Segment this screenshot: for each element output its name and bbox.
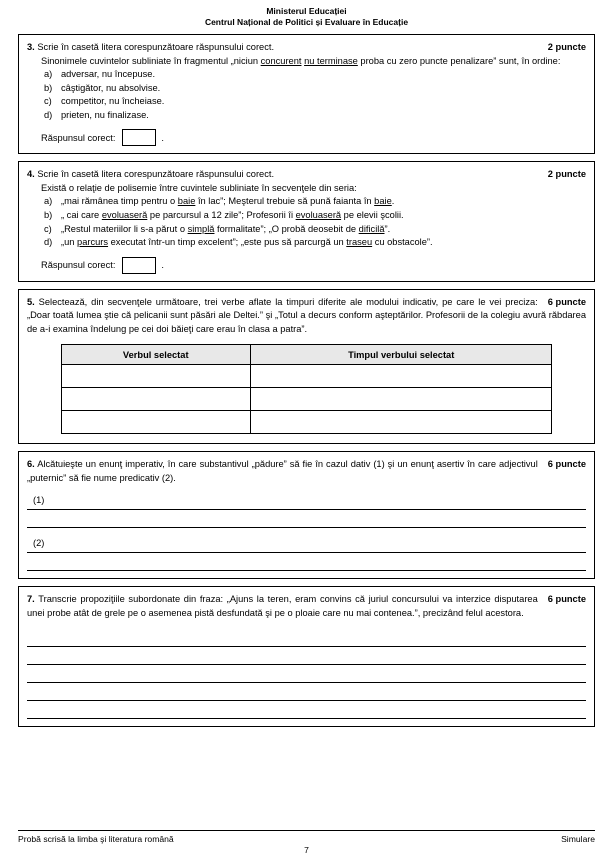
cell-tense-2[interactable] bbox=[250, 388, 552, 411]
q4-b-u2: evoluaseră bbox=[295, 209, 342, 220]
q7-answer-line-1[interactable] bbox=[27, 629, 586, 647]
question-5-number: 5. bbox=[27, 296, 35, 307]
question-4-box bbox=[18, 161, 595, 281]
q4-d-post: cu obstacole”. bbox=[372, 237, 433, 248]
question-4-header bbox=[27, 168, 586, 182]
document-footer bbox=[18, 830, 595, 855]
q3-underline-1: concurent bbox=[260, 55, 302, 66]
question-7-box bbox=[18, 586, 595, 727]
list-item bbox=[44, 209, 586, 223]
q3-option-d-mark: d) bbox=[44, 109, 53, 120]
q6-answer-line-2[interactable] bbox=[27, 553, 586, 571]
header-line-1: Ministerul Educației bbox=[266, 6, 347, 16]
q4-a-u2: baie bbox=[374, 196, 392, 207]
table-row bbox=[61, 388, 552, 411]
q4-a-post: . bbox=[391, 196, 395, 207]
q3-body-pre: Sinonimele cuvintelor subliniate în fragmentul „niciun bbox=[41, 55, 261, 66]
cell-tense-1[interactable] bbox=[250, 365, 552, 388]
question-4-body bbox=[27, 182, 586, 196]
q4-b-mid: pe parcursul a 12 zile”; Profesorii îi bbox=[147, 209, 296, 220]
q7-answer-line-3[interactable] bbox=[27, 665, 586, 683]
question-3-box bbox=[18, 34, 595, 154]
question-4-options bbox=[27, 195, 586, 249]
question-4-number: 4. bbox=[27, 169, 35, 180]
q4-c-u1: simplă bbox=[187, 223, 215, 234]
table-row bbox=[61, 365, 552, 388]
question-6-box bbox=[18, 451, 595, 579]
question-5-points: 6 puncte bbox=[547, 296, 586, 307]
column-header-verb: Verbul selectat bbox=[61, 345, 250, 365]
question-5-box bbox=[18, 289, 595, 445]
cell-verb-1[interactable] bbox=[61, 365, 250, 388]
list-item bbox=[44, 109, 586, 123]
question-7-body bbox=[27, 593, 586, 620]
question-3-body bbox=[27, 55, 586, 69]
list-item bbox=[44, 223, 586, 237]
spacer bbox=[27, 528, 586, 535]
question-7-number: 7. bbox=[27, 594, 35, 605]
question-6-number: 6. bbox=[27, 459, 35, 470]
cell-verb-2[interactable] bbox=[61, 388, 250, 411]
cell-verb-3[interactable] bbox=[61, 411, 250, 434]
q4-option-b-mark: b) bbox=[44, 209, 53, 220]
question-7-points: 6 puncte bbox=[547, 594, 586, 605]
q4-b-u1: evoluaseră bbox=[101, 209, 148, 220]
q4-d-u2: traseu bbox=[346, 237, 373, 248]
q4-d-u1: parcurs bbox=[77, 237, 109, 248]
question-3-points: 2 puncte bbox=[547, 42, 586, 52]
question-6-points: 6 puncte bbox=[547, 459, 586, 470]
q3-body-post: proba cu zero puncte penalizare” sunt, în ordine: bbox=[357, 55, 561, 66]
q4-option-c-mark: c) bbox=[44, 223, 52, 234]
q3-option-c-text: competitor, nu încheiase. bbox=[61, 96, 165, 107]
footer-row bbox=[18, 834, 595, 844]
document-header bbox=[18, 6, 595, 28]
footer-divider bbox=[18, 830, 595, 831]
q3-underline-2: nu terminase bbox=[304, 55, 358, 66]
q3-option-a-text: adversar, nu începuse. bbox=[61, 69, 156, 79]
question-3-number: 3. bbox=[27, 42, 35, 52]
q4-answer-label: Răspunsul corect: bbox=[41, 260, 116, 271]
q4-d-mid: executat într-un timp excelent”; „este pus să parcurgă un bbox=[108, 237, 347, 248]
footer-left-text: Probă scrisă la limba şi literatura română bbox=[18, 834, 174, 844]
footer-right-text: Simulare bbox=[561, 834, 595, 844]
question-3-answer-row bbox=[27, 129, 586, 146]
q4-b-post: pe elevii şcolii. bbox=[341, 209, 404, 220]
q4-body-text: Există o relaţie de polisemie între cuvintele subliniate în secvenţele din seria: bbox=[41, 182, 357, 193]
list-item bbox=[44, 82, 586, 96]
cell-tense-3[interactable] bbox=[250, 411, 552, 434]
q4-c-mid: formalitate”; „O probă deosebit de bbox=[214, 223, 359, 234]
question-3-prompt: Scrie în casetă litera corespunzătoare răspunsului corect. bbox=[37, 42, 275, 52]
q7-answer-line-4[interactable] bbox=[27, 683, 586, 701]
question-6-answer-area bbox=[27, 492, 586, 571]
q4-c-u2: dificilă bbox=[358, 223, 385, 234]
q4-c-post: ”. bbox=[384, 223, 391, 234]
column-header-tense: Timpul verbului selectat bbox=[250, 345, 552, 365]
q3-answer-label: Răspunsul corect: bbox=[41, 132, 116, 143]
question-6-text: Alcătuieşte un enunţ imperativ, în care substantivul „pădure” să fie în cazul dativ (1) şi un enunţ asertiv în care adjectivul „puternic” să fie nume predicativ (2). bbox=[27, 459, 538, 483]
q6-sub-label-1[interactable]: (1) bbox=[27, 492, 586, 510]
verbs-table bbox=[61, 344, 553, 434]
q4-d-pre: „un bbox=[61, 237, 78, 248]
question-3-options bbox=[27, 68, 586, 122]
question-4-points: 2 puncte bbox=[547, 169, 586, 180]
q3-option-d-text: prieten, nu finalizase. bbox=[61, 109, 149, 120]
q3-answer-period: . bbox=[161, 132, 165, 143]
q7-answer-line-5[interactable] bbox=[27, 701, 586, 719]
question-4-prompt: Scrie în casetă litera corespunzătoare răspunsului corect. bbox=[37, 169, 275, 180]
q7-answer-line-2[interactable] bbox=[27, 647, 586, 665]
page-number: 7 bbox=[304, 845, 309, 855]
q6-answer-line-1[interactable] bbox=[27, 510, 586, 528]
q3-option-a-mark: a) bbox=[44, 69, 53, 79]
question-5-body bbox=[27, 296, 586, 337]
q3-option-b-text: câştigător, nu absolvise. bbox=[61, 82, 161, 93]
table-row bbox=[61, 411, 552, 434]
q4-answer-box[interactable] bbox=[122, 257, 156, 274]
q6-sub-label-2[interactable]: (2) bbox=[27, 535, 586, 553]
q3-option-b-mark: b) bbox=[44, 82, 53, 93]
q4-answer-period: . bbox=[161, 260, 165, 271]
q4-c-pre: „Restul materiilor li s-a părut o bbox=[61, 223, 188, 234]
q4-option-a-mark: a) bbox=[44, 196, 53, 207]
q4-option-d-mark: d) bbox=[44, 237, 53, 248]
list-item bbox=[44, 68, 586, 82]
q4-a-mid: în lac”; Meşterul trebuie să pună faianta în bbox=[195, 196, 375, 207]
q3-option-c-mark: c) bbox=[44, 96, 52, 107]
list-item bbox=[44, 195, 586, 209]
question-4-answer-row bbox=[27, 257, 586, 274]
q4-a-pre: „mai rămânea timp pentru o bbox=[61, 196, 178, 207]
question-3-header bbox=[27, 41, 586, 55]
question-7-answer-area bbox=[27, 629, 586, 719]
q4-a-u1: baie bbox=[177, 196, 196, 207]
q4-b-pre: „ cai care bbox=[61, 209, 102, 220]
header-line-2: Centrul Național de Politici și Evaluare în Educație bbox=[204, 17, 409, 27]
question-7-text: Transcrie propoziţiile subordonate din fraza: „Ajuns la teren, eram convins că juriul concursului va interzice disputarea unei probe atât de grele pe o asemenea pistă desfundată şi pe o ploaie care nu mai contenea.”, precizând felul acestora. bbox=[27, 594, 538, 618]
question-6-body bbox=[27, 458, 586, 485]
list-item bbox=[44, 236, 586, 250]
table-header-row bbox=[61, 345, 552, 365]
q3-answer-box[interactable] bbox=[122, 129, 156, 146]
list-item bbox=[44, 95, 586, 109]
question-5-text: Selectează, din secvenţele următoare, trei verbe aflate la timpuri diferite ale modului indicativ, pe care le vei preciza: „Doar toată lumea ştie că pelicanii sunt păsări ale Deltei.” şi „Totul a decurs conform aşteptărilor. Profesorii de la colegiu avură răbdarea de a-i examina îndelung pe cei doi băieţi care erau în clasa a patra”. bbox=[27, 296, 586, 334]
